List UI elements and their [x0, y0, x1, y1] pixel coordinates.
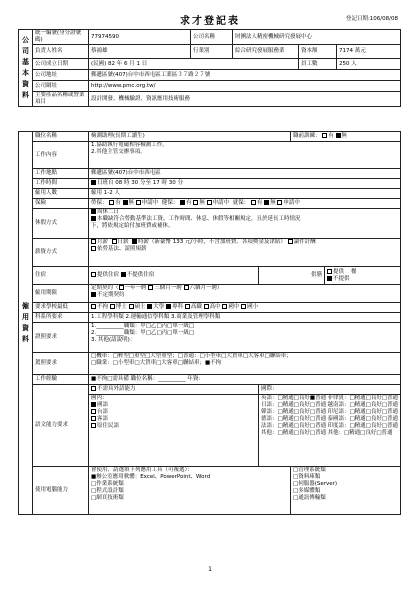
location-value: 郵遞區號(407)台中市西屯區 [89, 169, 401, 179]
hiring-section-label: 僱用資料 [19, 132, 33, 515]
edu-checkbox[interactable] [129, 304, 134, 309]
edu-checkbox[interactable] [185, 304, 190, 309]
staff-value: 250 人 [337, 59, 401, 70]
cert-line: 1.__________職類：甲□乙□丙□單一級□ [91, 323, 195, 329]
capital-value: 7174 萬元 [337, 45, 401, 59]
lang-local-checkbox[interactable] [91, 423, 96, 428]
lang-row: 法語：□精通□良好□普通 [261, 423, 327, 429]
lodging-label: 住宿 [33, 267, 89, 285]
form-title: 求才登記表 [180, 16, 240, 27]
address-label: 公司地址 [33, 70, 89, 81]
lang-row: 菲律賓：□精通□良好□普通 [327, 395, 399, 401]
term-indefinite-checkbox[interactable] [91, 292, 96, 297]
edu-checkbox[interactable] [222, 304, 227, 309]
company-name-label: 公司名稱 [191, 30, 233, 45]
weekend-checkbox[interactable] [91, 209, 96, 214]
edu-option: 大學 [153, 304, 165, 310]
lang-row: 其他：□精通□良好□普通 [327, 430, 393, 436]
cert-line: 2.__________職類：甲□乙□丙□單一級□ [91, 330, 195, 336]
employment-insurance-label: 就保： [232, 200, 250, 206]
pay-label: 薪資方式 [33, 239, 89, 267]
opt-label: 無 [128, 200, 135, 206]
lodging-no-label: 不提供住宿 [126, 272, 155, 278]
pay-legal-label: 依勞基法、誼照規薪 [97, 246, 147, 252]
day-shift-checkbox[interactable] [91, 180, 96, 185]
headcount-value: 僱用 1-2 人 [89, 189, 401, 199]
term-label: 僱用期限 [33, 285, 89, 303]
lang-row: 英語：□精通□良好■普通 [261, 395, 327, 401]
training-yes-label: 有 [328, 133, 334, 139]
foreign-lang-list-a [261, 395, 327, 437]
edu-checkbox[interactable] [147, 304, 152, 309]
lodging-no-checkbox[interactable] [121, 272, 126, 277]
company-section-label: 公司基本資料 [19, 30, 33, 107]
capital-label: 資本額 [299, 45, 337, 59]
opt-label: 無 [270, 200, 276, 206]
meals-suffix: 餐 [351, 268, 357, 275]
lang-row: 其他：□精通□良好□普通 [261, 430, 327, 436]
term-3m-checkbox[interactable] [148, 285, 153, 290]
tax-id-label: 統一編號(身分證號碼) [33, 30, 89, 45]
headcount-label: 僱用人數 [33, 189, 89, 199]
computer-line: □作業系統類 [91, 481, 124, 487]
cert-label: 證照要求 [33, 323, 89, 353]
meals-yes-label: 提供 [333, 268, 345, 275]
edu-checkbox[interactable] [166, 304, 171, 309]
pay-hourly-label: 時薪（新臺幣 133 元/小時，不含加班費、各項獎金及津貼） [138, 239, 286, 245]
health-insurance-label: 健保： [161, 200, 179, 206]
labor-pending-checkbox[interactable] [136, 200, 141, 205]
founded-label: 公司成立日期 [33, 59, 89, 70]
location-label: 工作地點 [33, 169, 89, 179]
language-label: 語文能力要求 [33, 385, 89, 467]
industry-value: 綜合研究發展服務業 [233, 45, 299, 59]
lang-local-option: 原住民語 [97, 423, 120, 429]
lang-local-checkbox[interactable] [91, 416, 96, 421]
health-none-checkbox[interactable] [193, 200, 198, 205]
edu-checkbox[interactable] [110, 304, 115, 309]
piece-pay-checkbox[interactable] [288, 239, 293, 244]
insurance-options [89, 199, 401, 209]
owner-label: 負責人姓名 [33, 45, 89, 59]
education-label: 要求學校最低 [33, 303, 89, 313]
hourly-pay-checkbox[interactable] [132, 239, 137, 244]
experience-value: ■不拘□需具備 職位名稱：__________ 年資： [89, 375, 401, 385]
edu-option: 國中 [228, 304, 240, 310]
computer-line: □伺服器(Server) [293, 481, 338, 487]
computer-line: □網頁技術類 [91, 495, 124, 501]
content-label: 工作內容 [33, 142, 89, 169]
meals-no-label: 不提供 [333, 275, 350, 282]
term-fixed-label: 定期契約（ [91, 285, 119, 291]
lang-none-checkbox[interactable] [91, 386, 96, 391]
opt-label: 申請中 [141, 200, 159, 206]
industry-label: 行業別 [191, 45, 233, 59]
address-value: 郵遞區號(407)台中市西屯區工業區３７路２７號 [89, 70, 401, 81]
lang-local-option: 國語 [97, 402, 109, 408]
labor-insurance-label: 勞保： [91, 200, 108, 206]
training-yes-checkbox[interactable] [322, 133, 327, 138]
term-6m-label: 六個月一聘） [189, 285, 223, 291]
company-name-value: 財團法人精密機械研究發展中心 [233, 30, 401, 45]
lang-row: 韓語：□精通□良好□普通 [261, 409, 327, 415]
daily-pay-checkbox[interactable] [112, 239, 117, 244]
meals-yes-checkbox[interactable] [327, 269, 332, 274]
health-pending-checkbox[interactable] [207, 200, 212, 205]
term-indefinite-label: 不定期契約 [97, 292, 125, 298]
computer-label: 使用電腦能力 [33, 467, 89, 515]
pre-training [291, 132, 401, 142]
rest-line: 本職缺符合勞動基準法工資、工作時間、休息、休假等相關規定，且於延長工時情況 [97, 216, 301, 222]
opt-label: 有 [256, 200, 263, 206]
edu-checkbox[interactable] [241, 304, 246, 309]
monthly-pay-checkbox[interactable] [91, 239, 96, 244]
opt-label: 無 [199, 200, 205, 206]
edu-option: 專科 [172, 304, 184, 310]
edu-checkbox[interactable] [204, 304, 209, 309]
training-label: 職前訓練： [293, 133, 321, 139]
lang-row: 德語：□精通□良好□普通 [261, 416, 327, 422]
computer-line: □資料庫類 [293, 474, 321, 480]
foreign-lang-list-b [327, 395, 398, 437]
opt-label: 申請中 [212, 200, 230, 206]
lang-row: 泰國語：□精通□良好□普通 [327, 416, 399, 422]
opt-label: 有 [115, 200, 121, 206]
insurance-label: 保險 [33, 199, 89, 209]
edu-option: 高職 [190, 304, 202, 310]
term-1y-checkbox[interactable] [119, 285, 124, 290]
edu-option: 高中 [209, 304, 221, 310]
products-label: 主要產品名稱或營業項目 [33, 92, 89, 107]
pay-piece-label: 論件計酬 [293, 239, 316, 245]
emp-have-checkbox[interactable] [251, 200, 256, 205]
pay-monthly-label: 月薪 [97, 239, 109, 245]
website-value: http://www.pmc.org.tw/ [89, 81, 401, 92]
edu-option: 國小 [247, 304, 259, 310]
term-6m-checkbox[interactable] [184, 285, 189, 290]
owner-value: 蔡鴻雄 [89, 45, 191, 59]
emp-none-checkbox[interactable] [264, 200, 269, 205]
registration-date: 登記日期:106/08/08 [345, 16, 398, 22]
emp-pending-checkbox[interactable] [277, 200, 282, 205]
rest-line: 周休二日 [97, 209, 120, 215]
pay-daily-label: 日薪 [117, 239, 129, 245]
training-no-label: 無 [341, 133, 348, 139]
lang-local-option: 客語 [97, 416, 109, 422]
rest-line: 下，將依規定給付加班費或補休。 [91, 223, 174, 229]
labor-have-checkbox[interactable] [109, 200, 114, 205]
meals-no-checkbox[interactable] [327, 276, 332, 281]
health-have-checkbox[interactable] [180, 200, 185, 205]
hiring-table [18, 131, 401, 515]
term-1y-label: 一年一聘 [124, 285, 147, 291]
edu-option: 博士 [115, 304, 127, 310]
lang-row: 日語：□精通□良好□普通 [261, 402, 327, 408]
lang-local-option: 台語 [97, 409, 109, 415]
computer-line: ■辦公室應用軟體：Excel、PowerPoint、Word [91, 474, 211, 480]
edu-option: 不拘 [97, 304, 109, 310]
products-value: 設計開發、機械驗證、資訊應用技術服務 [89, 92, 401, 107]
lang-intl-label: 國際： [259, 385, 401, 395]
opt-label: 有 [186, 200, 192, 206]
driving-line: □機車：□輕型□重型□大型重型；□普通：□小型車□大貨車□大客車□聯結車； [91, 353, 292, 359]
computer-line: □程式設計類 [91, 488, 124, 494]
experience-label: 工作經驗 [33, 375, 89, 385]
lang-row: 越南語：□精通□良好□普通 [327, 402, 399, 408]
hours-label: 工作時間 [33, 179, 89, 189]
lang-domestic-label: 國內： [91, 395, 108, 401]
lang-local-checkbox[interactable] [91, 409, 96, 414]
founded-value: (民國) 82 年 6 月 1 日 [89, 59, 299, 70]
company-table [18, 29, 401, 107]
staff-label: 員工數 [299, 59, 337, 70]
training-no-checkbox[interactable] [336, 133, 341, 138]
meals-label: 供膳 [259, 267, 325, 285]
dept-value: 1.工程學科類 2.運輸通信學科類 3.商業及管理學科類 [89, 313, 401, 323]
computer-line: □通訊傳輸類 [293, 495, 326, 501]
rest-label: 休假方式 [33, 209, 89, 239]
lang-row: 印度語：□精通□良好□普通 [327, 423, 399, 429]
lodging-yes-label: 提供住宿 [97, 272, 120, 278]
labor-none-checkbox[interactable] [123, 200, 128, 205]
labor-law-checkbox[interactable] [91, 216, 96, 221]
opt-label: 申請中 [283, 200, 300, 206]
lang-local-checkbox[interactable] [91, 402, 96, 407]
edu-option: 碩士 [134, 304, 146, 310]
edu-checkbox[interactable] [91, 304, 96, 309]
cert-line: 3. 其他(請說明)： [91, 337, 136, 343]
driving-line: □職業：□小型車□大貨車□大客車□聯結車；■不拘 [91, 360, 222, 366]
lang-row: 印尼語：□精通□良好□普通 [327, 409, 399, 415]
computer-line: □多媒體類 [293, 488, 321, 494]
computer-line: □管理系統類 [293, 467, 326, 473]
lodging-yes-checkbox[interactable] [91, 272, 96, 277]
term-3m-label: 三個月一聘 [154, 285, 182, 291]
lang-none-label: 不需具外語能力 [97, 386, 136, 392]
content-line: 2.其他主管交辦事項。 [91, 149, 146, 155]
tax-id-value: 77974590 [89, 30, 191, 45]
hours-value: 日班自 08 時 30 分至 17 時 30 分 [97, 180, 183, 186]
legal-pay-checkbox[interactable] [91, 246, 96, 251]
page-number: 1 [208, 566, 212, 573]
job-title-label: 職位名稱 [33, 132, 89, 142]
driving-label: 駕照要求 [33, 353, 89, 375]
website-label: 公司網址 [33, 81, 89, 92]
content-line: 1.協助執行電磁相容檢測工作。 [91, 142, 168, 148]
job-title-value: 檢測助理(長期工讀生) [89, 132, 291, 142]
computer-line: 會使用、請選填下列應用工具（可複選）： [91, 467, 193, 473]
dept-label: 科系所要求 [33, 313, 89, 323]
